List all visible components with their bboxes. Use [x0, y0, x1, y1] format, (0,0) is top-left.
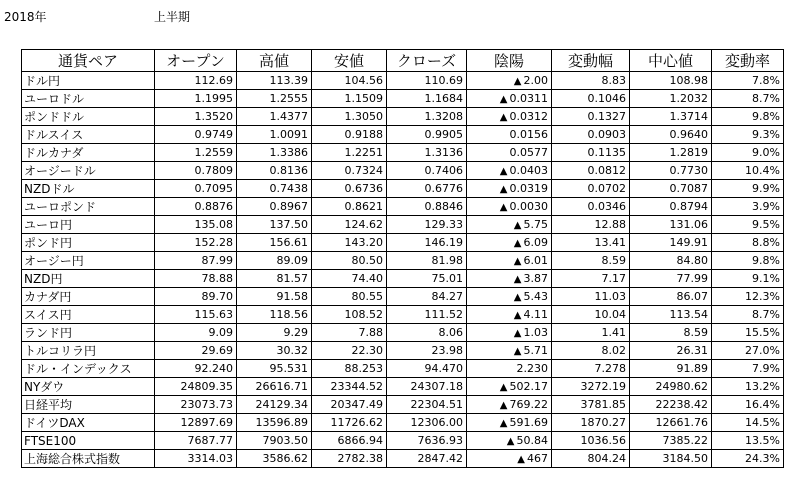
cell-diff	[467, 162, 552, 180]
cell-low: 7.88	[312, 324, 387, 342]
cell-diff	[467, 288, 552, 306]
cell-close: 0.9905	[387, 126, 467, 144]
cell-mid: 22238.42	[630, 396, 712, 414]
cell-rate: 7.8%	[712, 72, 784, 90]
cell-close: 1.1684	[387, 90, 467, 108]
cell-close: 146.19	[387, 234, 467, 252]
table-row	[22, 324, 784, 342]
cell-low: 1.2251	[312, 144, 387, 162]
cell-diff	[467, 252, 552, 270]
cell-close: 22304.51	[387, 396, 467, 414]
cell-rate: 12.3%	[712, 288, 784, 306]
cell-rate: 13.2%	[712, 378, 784, 396]
cell-pair: ドル円	[22, 72, 155, 90]
cell-close: 84.27	[387, 288, 467, 306]
cell-range: 10.04	[552, 306, 630, 324]
cell-low: 104.56	[312, 72, 387, 90]
cell-high: 30.32	[237, 342, 312, 360]
cell-mid: 1.2819	[630, 144, 712, 162]
cell-high: 89.09	[237, 252, 312, 270]
cell-diff-value: 6.01	[523, 254, 548, 267]
cell-rate: 16.4%	[712, 396, 784, 414]
cell-range: 8.59	[552, 252, 630, 270]
cell-low: 0.7324	[312, 162, 387, 180]
cell-close: 2847.42	[387, 450, 467, 468]
cell-rate: 13.5%	[712, 432, 784, 450]
cell-high: 9.29	[237, 324, 312, 342]
cell-diff-value: 0.0403	[509, 164, 548, 177]
table-row	[22, 432, 784, 450]
cell-diff	[467, 198, 552, 216]
cell-open: 89.70	[155, 288, 237, 306]
cell-range: 8.83	[552, 72, 630, 90]
col-header-low: 安値	[312, 50, 387, 72]
cell-diff	[467, 414, 552, 432]
cell-mid: 3184.50	[630, 450, 712, 468]
up-triangle-icon: ▲	[499, 382, 508, 393]
cell-diff	[467, 450, 552, 468]
cell-close: 0.6776	[387, 180, 467, 198]
cell-range: 1.41	[552, 324, 630, 342]
cell-pair: トルコリラ円	[22, 342, 155, 360]
cell-high: 1.2555	[237, 90, 312, 108]
cell-pair: 日経平均	[22, 396, 155, 414]
cell-close: 94.470	[387, 360, 467, 378]
up-triangle-icon: ▲	[499, 202, 508, 213]
up-triangle-icon: ▲	[517, 454, 525, 465]
cell-diff-value: 0.0312	[509, 110, 548, 123]
cell-pair: ユーロ円	[22, 216, 155, 234]
cell-diff-value: 5.71	[523, 344, 548, 357]
cell-diff-value: 769.22	[509, 398, 548, 411]
up-triangle-icon: ▲	[513, 274, 522, 285]
cell-pair: NZD円	[22, 270, 155, 288]
cell-high: 0.8136	[237, 162, 312, 180]
cell-rate: 9.3%	[712, 126, 784, 144]
cell-low: 0.9188	[312, 126, 387, 144]
cell-rate: 8.8%	[712, 234, 784, 252]
fx-summary-table	[21, 49, 784, 468]
cell-high: 13596.89	[237, 414, 312, 432]
cell-pair: ドルカナダ	[22, 144, 155, 162]
cell-diff-value: 0.0577	[509, 146, 548, 159]
cell-open: 9.09	[155, 324, 237, 342]
cell-open: 0.8876	[155, 198, 237, 216]
cell-low: 1.1509	[312, 90, 387, 108]
cell-open: 152.28	[155, 234, 237, 252]
cell-diff-value: 591.69	[509, 416, 548, 429]
cell-diff-value: 4.11	[523, 308, 548, 321]
period-label: 上半期	[154, 10, 191, 24]
table-row	[22, 162, 784, 180]
cell-diff	[467, 108, 552, 126]
cell-low: 88.253	[312, 360, 387, 378]
cell-close: 110.69	[387, 72, 467, 90]
cell-rate: 9.8%	[712, 108, 784, 126]
cell-diff-value: 0.0030	[509, 200, 548, 213]
cell-pair: NYダウ	[22, 378, 155, 396]
cell-close: 0.8846	[387, 198, 467, 216]
cell-pair: オージー円	[22, 252, 155, 270]
table-row	[22, 414, 784, 432]
cell-open: 87.99	[155, 252, 237, 270]
cell-open: 1.2559	[155, 144, 237, 162]
up-triangle-icon: ▲	[499, 94, 508, 105]
year-label: 2018年	[4, 10, 47, 24]
cell-mid: 24980.62	[630, 378, 712, 396]
up-triangle-icon: ▲	[513, 238, 522, 249]
cell-low: 1.3050	[312, 108, 387, 126]
cell-diff	[467, 342, 552, 360]
cell-range: 11.03	[552, 288, 630, 306]
cell-diff	[467, 126, 552, 144]
up-triangle-icon: ▲	[506, 436, 515, 447]
cell-range: 3781.85	[552, 396, 630, 414]
col-header-mid: 中心値	[630, 50, 712, 72]
col-header-pair: 通貨ペア	[22, 50, 155, 72]
cell-rate: 8.7%	[712, 306, 784, 324]
cell-pair: オージードル	[22, 162, 155, 180]
cell-diff-value: 0.0156	[509, 128, 548, 141]
cell-range: 0.1327	[552, 108, 630, 126]
cell-high: 1.4377	[237, 108, 312, 126]
cell-pair: 上海総合株式指数	[22, 450, 155, 468]
table-row	[22, 378, 784, 396]
cell-rate: 3.9%	[712, 198, 784, 216]
cell-close: 8.06	[387, 324, 467, 342]
cell-high: 7903.50	[237, 432, 312, 450]
col-header-range: 変動幅	[552, 50, 630, 72]
col-header-diff: 陰陽	[467, 50, 552, 72]
table-row	[22, 108, 784, 126]
cell-close: 12306.00	[387, 414, 467, 432]
up-triangle-icon: ▲	[499, 418, 508, 429]
cell-low: 0.6736	[312, 180, 387, 198]
cell-range: 0.0702	[552, 180, 630, 198]
cell-range: 12.88	[552, 216, 630, 234]
cell-mid: 0.8794	[630, 198, 712, 216]
cell-open: 7687.77	[155, 432, 237, 450]
cell-open: 1.3520	[155, 108, 237, 126]
cell-high: 1.3386	[237, 144, 312, 162]
cell-close: 7636.93	[387, 432, 467, 450]
cell-mid: 0.7730	[630, 162, 712, 180]
cell-diff	[467, 234, 552, 252]
table-row	[22, 288, 784, 306]
cell-range: 0.0812	[552, 162, 630, 180]
cell-mid: 131.06	[630, 216, 712, 234]
cell-pair: カナダ円	[22, 288, 155, 306]
cell-close: 23.98	[387, 342, 467, 360]
cell-pair: ドイツDAX	[22, 414, 155, 432]
table-row	[22, 270, 784, 288]
cell-rate: 9.1%	[712, 270, 784, 288]
table-row	[22, 234, 784, 252]
cell-high: 24129.34	[237, 396, 312, 414]
cell-mid: 7385.22	[630, 432, 712, 450]
cell-low: 22.30	[312, 342, 387, 360]
up-triangle-icon: ▲	[513, 310, 522, 321]
table-row	[22, 306, 784, 324]
cell-high: 1.0091	[237, 126, 312, 144]
cell-rate: 9.0%	[712, 144, 784, 162]
cell-mid: 12661.76	[630, 414, 712, 432]
cell-close: 1.3208	[387, 108, 467, 126]
cell-close: 75.01	[387, 270, 467, 288]
cell-high: 81.57	[237, 270, 312, 288]
cell-open: 115.63	[155, 306, 237, 324]
table-row	[22, 126, 784, 144]
cell-high: 0.7438	[237, 180, 312, 198]
cell-diff	[467, 270, 552, 288]
up-triangle-icon: ▲	[513, 292, 522, 303]
cell-diff	[467, 396, 552, 414]
cell-diff	[467, 144, 552, 162]
cell-range: 0.0346	[552, 198, 630, 216]
cell-diff-value: 3.87	[523, 272, 548, 285]
cell-open: 1.1995	[155, 90, 237, 108]
cell-mid: 1.3714	[630, 108, 712, 126]
cell-mid: 113.54	[630, 306, 712, 324]
cell-high: 3586.62	[237, 450, 312, 468]
table-row	[22, 90, 784, 108]
cell-open: 29.69	[155, 342, 237, 360]
cell-diff-value: 2.230	[516, 362, 548, 375]
cell-open: 24809.35	[155, 378, 237, 396]
cell-range: 1870.27	[552, 414, 630, 432]
col-header-close: クローズ	[387, 50, 467, 72]
cell-open: 0.7095	[155, 180, 237, 198]
cell-range: 0.1046	[552, 90, 630, 108]
up-triangle-icon: ▲	[499, 166, 508, 177]
cell-pair: ポンドドル	[22, 108, 155, 126]
cell-close: 0.7406	[387, 162, 467, 180]
cell-high: 91.58	[237, 288, 312, 306]
cell-low: 23344.52	[312, 378, 387, 396]
table-header-row	[22, 50, 784, 72]
cell-diff-value: 5.75	[523, 218, 548, 231]
cell-pair: ユーロポンド	[22, 198, 155, 216]
up-triangle-icon: ▲	[513, 220, 522, 231]
cell-rate: 14.5%	[712, 414, 784, 432]
cell-rate: 9.9%	[712, 180, 784, 198]
cell-diff	[467, 216, 552, 234]
up-triangle-icon: ▲	[499, 112, 508, 123]
cell-range: 7.278	[552, 360, 630, 378]
col-header-high: 高値	[237, 50, 312, 72]
cell-mid: 86.07	[630, 288, 712, 306]
cell-open: 0.7809	[155, 162, 237, 180]
cell-range: 1036.56	[552, 432, 630, 450]
cell-pair: ユーロドル	[22, 90, 155, 108]
up-triangle-icon: ▲	[513, 328, 522, 339]
table-row	[22, 144, 784, 162]
cell-rate: 8.7%	[712, 90, 784, 108]
cell-diff	[467, 324, 552, 342]
cell-mid: 91.89	[630, 360, 712, 378]
cell-high: 0.8967	[237, 198, 312, 216]
cell-mid: 0.9640	[630, 126, 712, 144]
cell-low: 108.52	[312, 306, 387, 324]
cell-range: 7.17	[552, 270, 630, 288]
cell-high: 113.39	[237, 72, 312, 90]
cell-high: 26616.71	[237, 378, 312, 396]
col-header-rate: 変動率	[712, 50, 784, 72]
cell-low: 11726.62	[312, 414, 387, 432]
table-body	[22, 72, 784, 468]
cell-rate: 15.5%	[712, 324, 784, 342]
cell-close: 24307.18	[387, 378, 467, 396]
cell-high: 118.56	[237, 306, 312, 324]
cell-open: 112.69	[155, 72, 237, 90]
cell-rate: 24.3%	[712, 450, 784, 468]
cell-diff	[467, 306, 552, 324]
cell-low: 80.55	[312, 288, 387, 306]
cell-high: 95.531	[237, 360, 312, 378]
cell-mid: 8.59	[630, 324, 712, 342]
cell-diff	[467, 378, 552, 396]
cell-diff-value: 2.00	[523, 74, 548, 87]
cell-range: 13.41	[552, 234, 630, 252]
cell-close: 111.52	[387, 306, 467, 324]
cell-diff	[467, 360, 552, 378]
cell-diff-value: 467	[527, 452, 548, 465]
cell-low: 0.8621	[312, 198, 387, 216]
cell-open: 78.88	[155, 270, 237, 288]
cell-diff	[467, 72, 552, 90]
table-row	[22, 198, 784, 216]
cell-pair: スイス円	[22, 306, 155, 324]
cell-mid: 77.99	[630, 270, 712, 288]
cell-open: 92.240	[155, 360, 237, 378]
cell-range: 8.02	[552, 342, 630, 360]
cell-range: 0.1135	[552, 144, 630, 162]
col-header-open: オープン	[155, 50, 237, 72]
cell-pair: ドル・インデックス	[22, 360, 155, 378]
cell-mid: 108.98	[630, 72, 712, 90]
cell-range: 804.24	[552, 450, 630, 468]
cell-diff-value: 1.03	[523, 326, 548, 339]
up-triangle-icon: ▲	[499, 184, 508, 195]
table-row	[22, 360, 784, 378]
cell-pair: ランド円	[22, 324, 155, 342]
cell-rate: 10.4%	[712, 162, 784, 180]
cell-high: 156.61	[237, 234, 312, 252]
cell-low: 80.50	[312, 252, 387, 270]
cell-low: 143.20	[312, 234, 387, 252]
cell-diff	[467, 180, 552, 198]
table-row	[22, 180, 784, 198]
cell-range: 0.0903	[552, 126, 630, 144]
cell-diff-value: 0.0319	[509, 182, 548, 195]
table-row	[22, 450, 784, 468]
cell-open: 0.9749	[155, 126, 237, 144]
cell-pair: NZDドル	[22, 180, 155, 198]
cell-close: 129.33	[387, 216, 467, 234]
cell-low: 2782.38	[312, 450, 387, 468]
cell-diff-value: 0.0311	[509, 92, 548, 105]
cell-open: 23073.73	[155, 396, 237, 414]
cell-rate: 9.8%	[712, 252, 784, 270]
cell-rate: 27.0%	[712, 342, 784, 360]
cell-diff	[467, 432, 552, 450]
up-triangle-icon: ▲	[499, 400, 508, 411]
cell-diff	[467, 90, 552, 108]
table-row	[22, 396, 784, 414]
table-row	[22, 72, 784, 90]
cell-low: 124.62	[312, 216, 387, 234]
cell-close: 1.3136	[387, 144, 467, 162]
cell-pair: FTSE100	[22, 432, 155, 450]
up-triangle-icon: ▲	[513, 256, 522, 267]
cell-low: 74.40	[312, 270, 387, 288]
table-row	[22, 216, 784, 234]
cell-diff-value: 5.43	[523, 290, 548, 303]
cell-diff-value: 50.84	[516, 434, 548, 447]
cell-mid: 0.7087	[630, 180, 712, 198]
table-row	[22, 342, 784, 360]
cell-open: 3314.03	[155, 450, 237, 468]
cell-mid: 84.80	[630, 252, 712, 270]
cell-pair: ポンド円	[22, 234, 155, 252]
up-triangle-icon: ▲	[513, 76, 522, 87]
cell-rate: 7.9%	[712, 360, 784, 378]
cell-close: 81.98	[387, 252, 467, 270]
cell-rate: 9.5%	[712, 216, 784, 234]
cell-mid: 1.2032	[630, 90, 712, 108]
up-triangle-icon: ▲	[513, 346, 522, 357]
cell-diff-value: 6.09	[523, 236, 548, 249]
cell-mid: 26.31	[630, 342, 712, 360]
cell-low: 6866.94	[312, 432, 387, 450]
cell-open: 12897.69	[155, 414, 237, 432]
cell-open: 135.08	[155, 216, 237, 234]
cell-diff-value: 502.17	[509, 380, 548, 393]
cell-low: 20347.49	[312, 396, 387, 414]
cell-range: 3272.19	[552, 378, 630, 396]
cell-mid: 149.91	[630, 234, 712, 252]
cell-high: 137.50	[237, 216, 312, 234]
table-row	[22, 252, 784, 270]
cell-pair: ドルスイス	[22, 126, 155, 144]
